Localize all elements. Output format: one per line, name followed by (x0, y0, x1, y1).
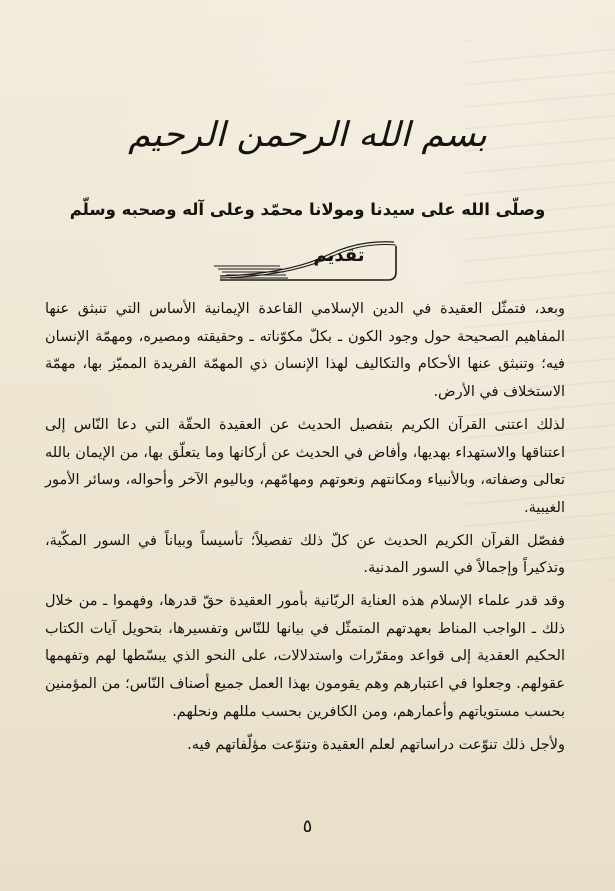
heading-title: تقديم (313, 245, 365, 266)
body-text (45, 296, 565, 764)
page-number: ٥ (302, 816, 313, 837)
paragraph-5: ولأجل ذلك تنوّعت دراساتهم لعلم العقيدة وتنوّعت مؤلّفاتهم فيه. (187, 736, 565, 753)
paragraph-3: ففصّل القرآن الكريم الحديث عن كلّ ذلك تفصيلاً؛ تأسيساً وبياناً في السور المكّية، وتذكيراً وإجمالاً في السور المدنية. (45, 532, 565, 577)
salutation-line: وصلّى الله على سيدنا ومولانا محمّد وعلى آله وصحبه وسلّم (69, 200, 546, 219)
paragraph-4: وقد قدر علماء الإسلام هذه العناية الربّانية بأمور العقيدة حقّ قدرها، وفهموا ـ من خلال ذلك ـ الواجب المناط بعهدتهم المتمثّل في بيانها للنّاس وتفسيرها، بتحويل آيات الكتاب الحكيم العقدية إلى قواعد ومقرّرات واستدلالات، على النحو الذي يبسّطها لهم وتفهمها عقولهم. وجعلوا في اعتبارهم وهم يقومون بهذا العمل جميع أصناف النّاس؛ من المؤمنين بحسب مستوياتهم وأعمارهم، ومن الكافرين بحسب مللهم ونحلهم. (45, 593, 565, 720)
paragraph-1: وبعد، فتمثّل العقيدة في الدين الإسلامي القاعدة الإيمانية الأساس التي تنبثق عنها المفاهيم الصحيحة حول وجود الكون ـ بكلّ مكوّناته ـ وحقيقته ومصيره، ومهمّة الإنسان فيه؛ وتنبثق عنها الأحكام والتكاليف لهذا الإنسان ذي المهمّة الفريدة المميّز بها، مهمّة الاستخلاف في الأرض. (45, 301, 565, 401)
paragraph-2: لذلك اعتنى القرآن الكريم بتفصيل الحديث عن العقيدة الحقّة التي دعا النّاس إلى اعتناقها والاستهداء بهديها، وأفاض في الحديث عن أركانها وما يتعلّق بها، من الإيمان بالله تعالى وصفاته، وبالأنبياء ومكانتهم ونعوتهم ومهامّهم، وباليوم الآخر وأحواله، وسائر الأمور الغيبية. (45, 416, 565, 516)
basmala-calligraphy: بسم الله الرحمن الرحيم (128, 115, 487, 155)
section-heading (210, 236, 400, 282)
